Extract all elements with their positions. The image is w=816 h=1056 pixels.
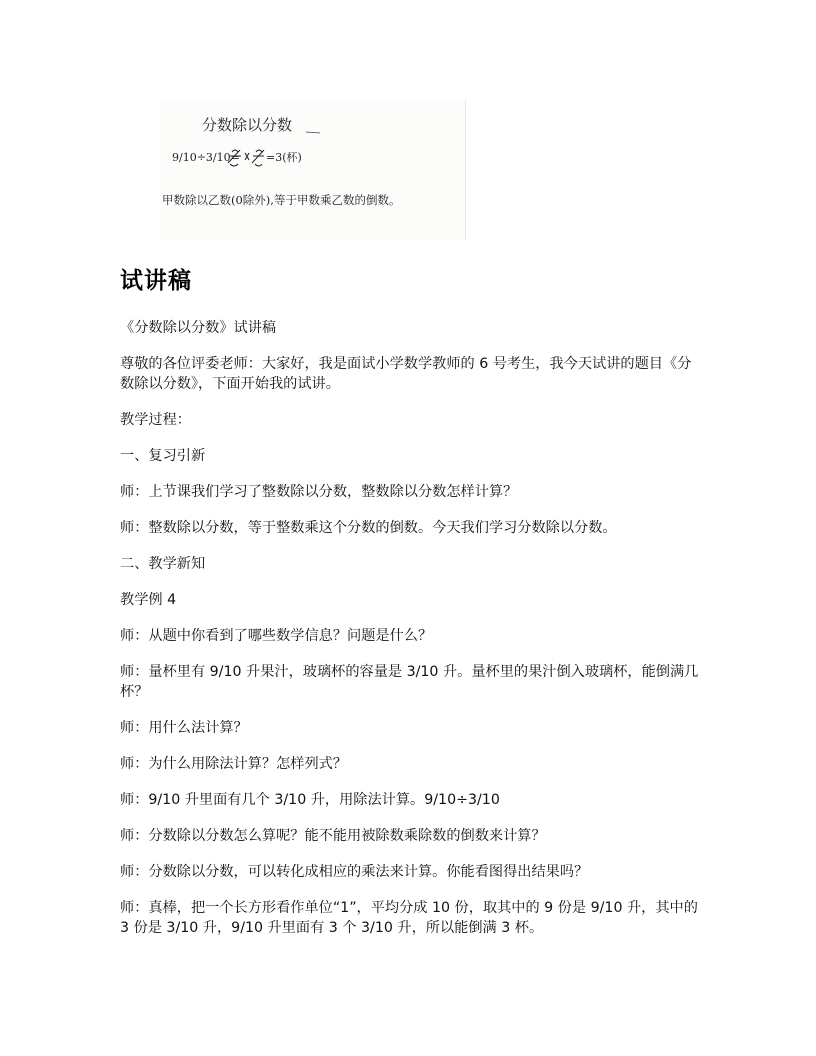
paragraph-teacher-line: 师：从题中你看到了哪些数学信息？问题是什么？ — [120, 628, 433, 644]
board-equation-result: =3(杯) — [266, 151, 302, 164]
paragraph-doc-title: 《分数除以分数》试讲稿 — [120, 320, 277, 336]
paragraph-teacher-line: 师：为什么用除法计算？怎样列式？ — [120, 756, 348, 772]
handwritten-board-image — [160, 100, 466, 240]
paragraph-teacher-line: 师：分数除以分数怎么算呢？能不能用被除数乘除数的倒数来计算？ — [120, 828, 546, 844]
paragraph-teacher-line: 师：整数除以分数，等于整数乘这个分数的倒数。今天我们学习分数除以分数。 — [120, 520, 617, 536]
paragraph-teacher-line: 师：上节课我们学习了整数除以分数，整数除以分数怎样计算？ — [120, 484, 518, 500]
paragraph-teacher-line: 师：9/10 升里面有几个 3/10 升，用除法计算。9/10÷3/10 — [120, 792, 500, 808]
paragraph-process: 教学过程： — [120, 412, 191, 428]
board-rule: 甲数除以乙数(0除外),等于甲数乘乙数的倒数。 — [162, 193, 401, 207]
section-review: 一、复习引新 — [120, 448, 206, 464]
handwriting-svg — [160, 100, 465, 240]
paragraph-teacher-line: 师：用什么法计算？ — [120, 720, 248, 736]
board-title: 分数除以分数 — [202, 116, 293, 134]
section-new-knowledge: 二、教学新知 — [120, 556, 206, 572]
paragraph-teacher-line: 师：分数除以分数，可以转化成相应的乘法来计算。你能看图得出结果吗？ — [120, 864, 589, 880]
speech-body — [120, 318, 700, 954]
paragraph-teacher-line: 师：真棒，把一个长方形看作单位“1”，平均分成 10 份，取其中的 9 份是 9/10 升，其中的 3 份是 3/10 升，9/10 升里面有 3 个 3/10 升，所以能倒满 3 杯。 — [120, 900, 698, 936]
paragraph-greeting: 尊敬的各位评委老师：大家好，我是面试小学数学教师的 6 号考生，我今天试讲的题目《分数除以分数》，下面开始我的试讲。 — [120, 356, 692, 392]
paragraph-teacher-line: 师：量杯里有 9/10 升果汁，玻璃杯的容量是 3/10 升。量杯里的果汁倒入玻璃杯，能倒满几杯？ — [120, 664, 699, 700]
paragraph-example: 教学例 4 — [120, 592, 177, 608]
page-title: 试讲稿 — [120, 268, 192, 294]
board-equation-prefix: 9/10÷3/10= — [172, 151, 240, 164]
